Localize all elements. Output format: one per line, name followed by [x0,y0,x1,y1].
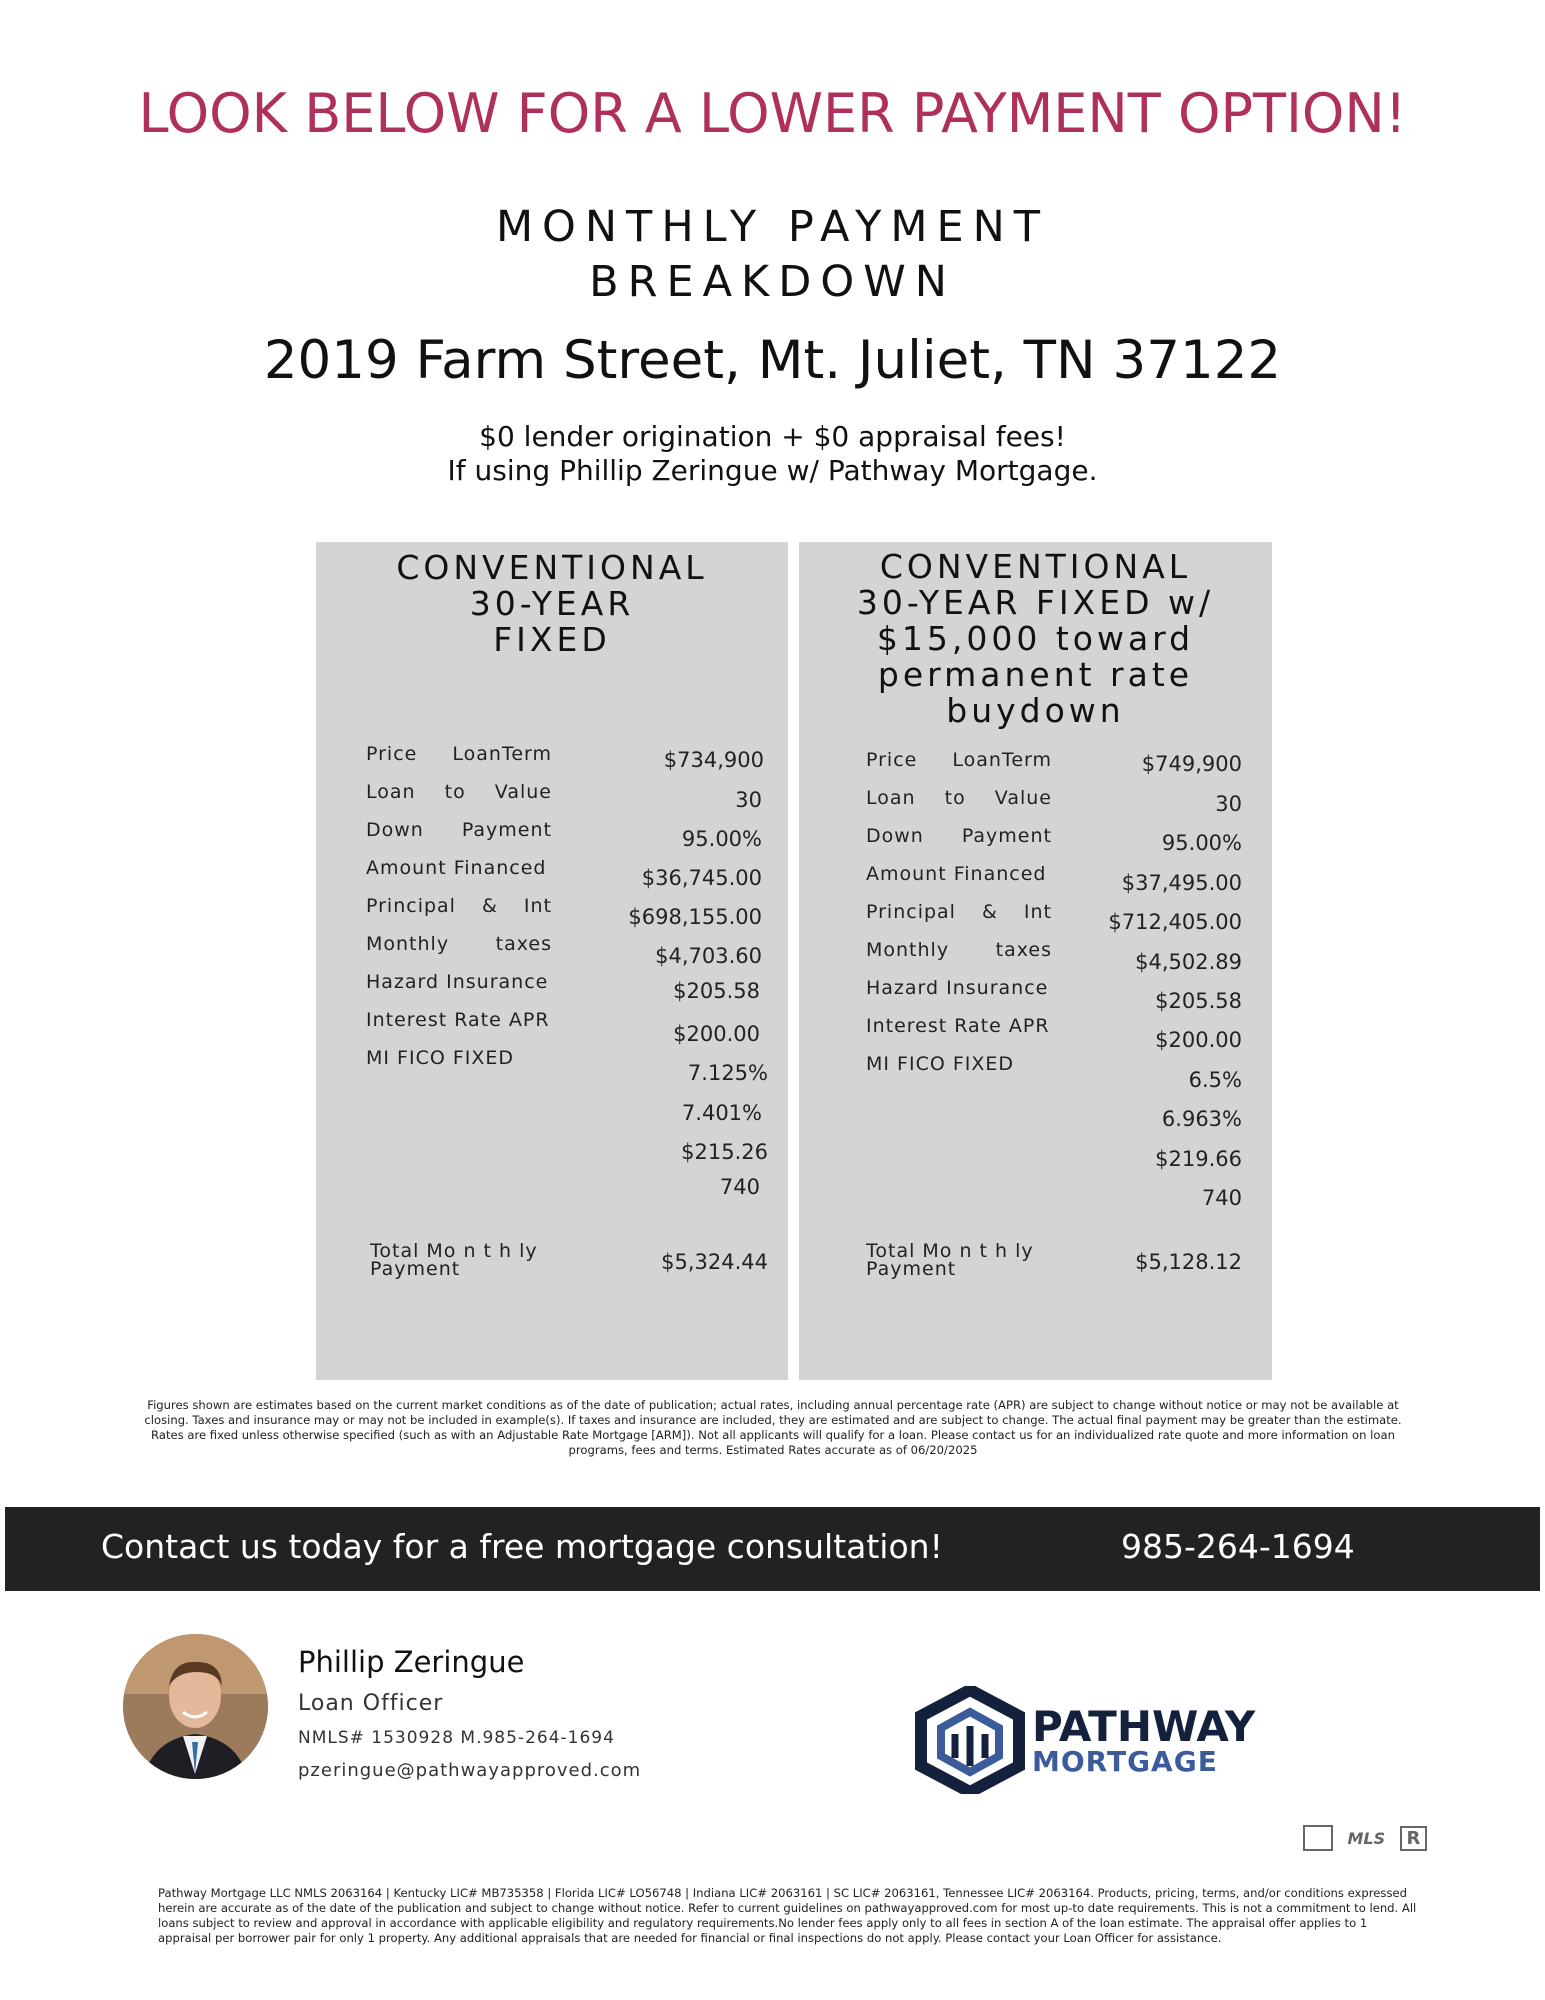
label-word: Int [523,895,552,917]
value-apr: 6.963% [1161,1107,1242,1131]
loan-panel-buydown [799,542,1272,1380]
avatar [123,1634,268,1779]
panel-title-line: 30-YEAR [469,584,635,623]
value-monthly-taxes: $205.58 [673,979,760,1003]
value-interest-rate: 6.5% [1188,1068,1242,1092]
logo-wordmark-pathway: PATHWAY [1032,1702,1256,1751]
panel-title-line: buydown [946,691,1125,730]
value-hazard-insurance: $200.00 [1155,1028,1242,1052]
label-word: LoanTerm [952,749,1052,771]
compliance-badges [1303,1825,1427,1851]
label-word: Value [494,781,552,803]
label-interest-rate-apr [866,1015,1052,1037]
page-title-line-1: MONTHLY PAYMENT [495,202,1050,252]
value-loan-to-value: 95.00% [1161,831,1242,855]
value-price: $734,900 [663,748,764,772]
panel-title-line: 30-YEAR FIXED w/ [856,583,1215,622]
contact-phone[interactable]: 985-264-1694 [1121,1527,1355,1566]
label-word: Down [866,825,924,847]
value-loan-to-value: 95.00% [681,827,762,851]
rate-disclaimer: Figures shown are estimates based on the current market conditions as of the date of publication; actual rates, including annual percentage rate (APR) are subject to change without notice or may not be available at closing. Taxes and insurance may or may not be included in example(s). If taxes and insurance are included, they are estimated and are subject to change. The actual final payment may be greater than the estimate. Rates are fixed unless otherwise specified (such as with an Adjustable Rate Mortgage [ARM]). Not all applicants will qualify for a loan. Please contact us for an individualized rate quote and more information on loan programs, fees and terms. Estimated Rates accurate as of 06/20/2025 [144,1398,1402,1457]
label-word: MI FICO FIXED [366,1047,515,1069]
officer-title: Loan Officer [298,1691,444,1716]
officer-email[interactable]: pzeringue@pathwayapproved.com [298,1760,642,1781]
value-amount-financed: $712,405.00 [1108,910,1242,934]
label-word: Payment [461,819,552,841]
value-hazard-insurance: $200.00 [673,1022,760,1046]
label-price-loanterm [366,743,552,765]
label-principal-int [366,895,552,917]
label-interest-rate-apr [366,1009,552,1031]
value-price: $749,900 [1141,752,1242,776]
total-monthly-payment-label [866,1242,1034,1278]
panel-title-line: CONVENTIONAL [396,548,708,587]
panel-title [799,549,1272,729]
label-amount-financed [366,857,552,879]
label-word: Loan [366,781,416,803]
contact-bar-text: Contact us today for a free mortgage consultation! [101,1527,943,1566]
label-monthly-taxes [366,933,552,955]
label-word: Down [366,819,424,841]
label-word: LoanTerm [452,743,552,765]
officer-nmls: NMLS# 1530928 M.985-264-1694 [298,1728,615,1748]
pathway-logo-icon [915,1686,1025,1798]
total-label-line: Payment [370,1258,461,1280]
panel-title-line: permanent rate [877,655,1194,694]
label-principal-int [866,901,1052,923]
headline: LOOK BELOW FOR A LOWER PAYMENT OPTION! [138,82,1407,145]
label-word: Interest Rate APR [866,1015,1050,1037]
label-word: & [482,895,498,917]
label-mi-fico-fixed [366,1047,552,1069]
value-apr: 7.401% [681,1101,762,1125]
realtor-badge: R [1400,1826,1428,1851]
label-word: to [944,787,966,809]
page-title-line-2: BREAKDOWN [589,257,956,307]
panel-title-line: CONVENTIONAL [879,547,1192,586]
logo-hexagon-icon [915,1686,1025,1794]
total-monthly-payment-value: $5,128.12 [1135,1250,1242,1274]
label-word: Principal [866,901,956,923]
total-label-line: Total Mo n t h ly [866,1240,1034,1262]
total-monthly-payment-label [370,1242,538,1278]
legal-footer: Pathway Mortgage LLC NMLS 2063164 | Kentucky LIC# MB735358 | Florida LIC# LO56748 | Indiana LIC# 2063161 | SC LIC# 2063161, Tennessee LIC# 2063164. Products, pricing, terms, and/or conditions expressed herein are accurate as of the date of the publication and subject to change without notice. Refer to current guidelines on pathwayapproved.com for most up-to date requirements. This is not a commitment to lend. All loans subject to review and approval in accordance with applicable eligibility and regulatory requirements.No lender fees apply only to all fees in section A of the loan estimate. The appraisal offer applies to 1 appraisal per borrower pair for only 1 property. Any additional appraisals that are needed for financial or final inspections do not apply. Please contact your Loan Officer for assistance. [158,1886,1417,1945]
label-word: Hazard Insurance [366,971,549,993]
fees-note [0,420,1545,488]
label-word: Int [1023,901,1052,923]
value-principal-int: $4,502.89 [1135,950,1242,974]
label-down-payment [366,819,552,841]
value-down-payment: $36,745.00 [641,866,762,890]
fees-note-line-2: If using Phillip Zeringue w/ Pathway Mortgage. [447,454,1098,487]
panel-title-line: $15,000 toward [876,619,1195,658]
label-hazard-insurance [866,977,1052,999]
label-word: Price [866,749,918,771]
value-interest-rate: 7.125% [687,1061,768,1085]
value-loan-term: 30 [735,788,762,812]
label-word: Loan [866,787,916,809]
label-word: Hazard Insurance [866,977,1049,999]
label-word: Monthly [366,933,450,955]
label-word: Price [366,743,418,765]
label-word: Value [994,787,1052,809]
mls-badge: MLS [1347,1828,1386,1848]
label-word: Monthly [866,939,950,961]
label-word: Amount Financed [366,857,547,879]
label-word: taxes [995,939,1052,961]
panel-title [316,550,788,658]
label-word: & [982,901,998,923]
value-fico: 740 [719,1175,760,1199]
value-amount-financed: $698,155.00 [628,905,762,929]
equal-housing-icon [1303,1825,1333,1851]
panel-title-line: FIXED [493,620,611,659]
label-loan-to-value [366,781,552,803]
value-mi: $219.66 [1155,1147,1242,1171]
label-loan-to-value [866,787,1052,809]
value-loan-term: 30 [1215,792,1242,816]
label-word: MI FICO FIXED [866,1053,1015,1075]
value-monthly-taxes: $205.58 [1155,989,1242,1013]
total-label-line: Total Mo n t h ly [370,1240,538,1262]
total-label-line: Payment [866,1258,957,1280]
label-word: to [444,781,466,803]
label-mi-fico-fixed [866,1053,1052,1075]
label-word: taxes [495,933,552,955]
value-fico: 740 [1201,1186,1242,1210]
total-monthly-payment-value: $5,324.44 [661,1250,768,1274]
label-price-loanterm [866,749,1052,771]
label-word: Amount Financed [866,863,1047,885]
officer-photo-icon [123,1634,268,1779]
contact-bar [5,1507,1540,1591]
property-address: 2019 Farm Street, Mt. Juliet, TN 37122 [263,330,1282,391]
value-principal-int: $4,703.60 [655,944,762,968]
label-hazard-insurance [366,971,552,993]
page-title [0,200,1545,310]
officer-name: Phillip Zeringue [298,1645,525,1679]
value-mi: $215.26 [681,1140,768,1164]
label-monthly-taxes [866,939,1052,961]
value-down-payment: $37,495.00 [1121,871,1242,895]
label-word: Principal [366,895,456,917]
logo-wordmark-mortgage: MORTGAGE [1032,1745,1218,1778]
label-word: Interest Rate APR [366,1009,550,1031]
label-word: Payment [961,825,1052,847]
loan-panel-standard [316,542,788,1380]
label-amount-financed [866,863,1052,885]
fees-note-line-1: $0 lender origination + $0 appraisal fees! [479,420,1066,453]
label-down-payment [866,825,1052,847]
